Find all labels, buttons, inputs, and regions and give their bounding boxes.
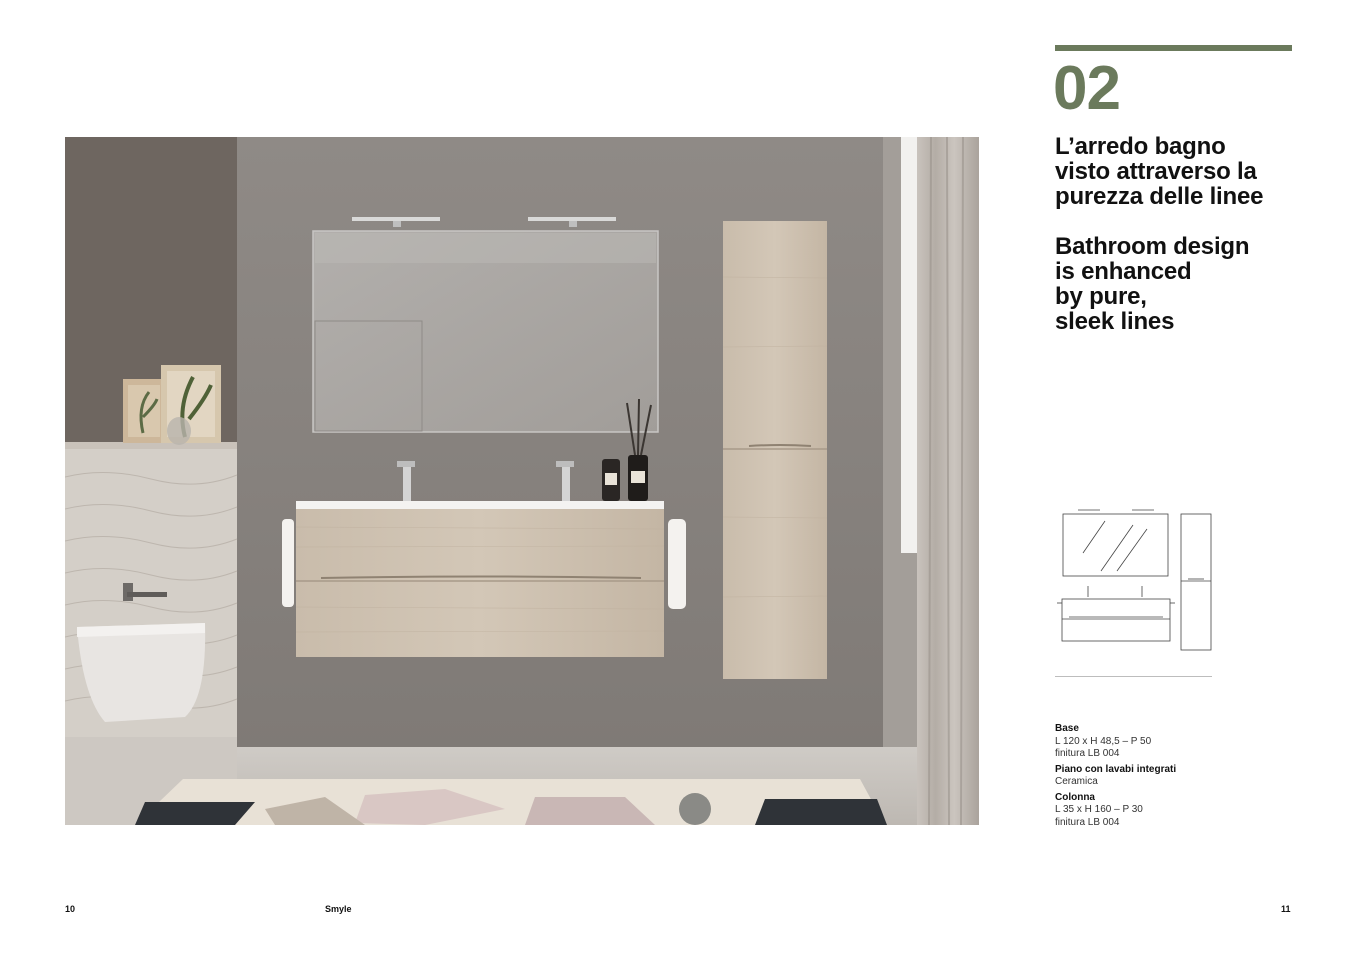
headline-line: L’arredo bagno (1055, 133, 1226, 160)
page-number-left: 10 (65, 904, 76, 914)
spec-title: Piano con lavabi integrati (1055, 763, 1177, 775)
spec-base (1055, 723, 1255, 761)
headline-line: Bathroom design (1055, 233, 1250, 260)
headline-line: is enhanced (1055, 258, 1192, 285)
brand-name: Smyle (325, 904, 352, 914)
section-number: 02 (1053, 54, 1120, 123)
spec-line: L 35 x H 160 – P 30 (1055, 804, 1143, 815)
product-photo (65, 137, 979, 825)
product-line-drawing (1055, 505, 1215, 655)
headline-line: purezza delle linee (1055, 183, 1264, 210)
spec-column (1055, 792, 1255, 830)
spec-line: L 120 x H 48,5 – P 50 (1055, 735, 1152, 747)
page-number-right: 11 (1281, 904, 1291, 914)
spec-title: Colonna (1055, 791, 1095, 803)
spec-top (1055, 764, 1255, 789)
headline-english (1055, 234, 1335, 334)
spec-line: finitura LB 004 (1055, 748, 1120, 759)
section-accent-bar (1055, 45, 1292, 51)
headline-line: by pure, (1055, 283, 1147, 310)
spec-title: Base (1055, 723, 1079, 734)
headline-line: visto attraverso la (1055, 158, 1257, 185)
headline-line: sleek lines (1055, 308, 1175, 335)
spec-divider (1055, 676, 1212, 677)
spec-line: Ceramica (1055, 776, 1098, 787)
spec-list (1055, 723, 1255, 832)
headline-italian (1055, 134, 1335, 209)
spec-line: finitura LB 004 (1055, 816, 1120, 828)
